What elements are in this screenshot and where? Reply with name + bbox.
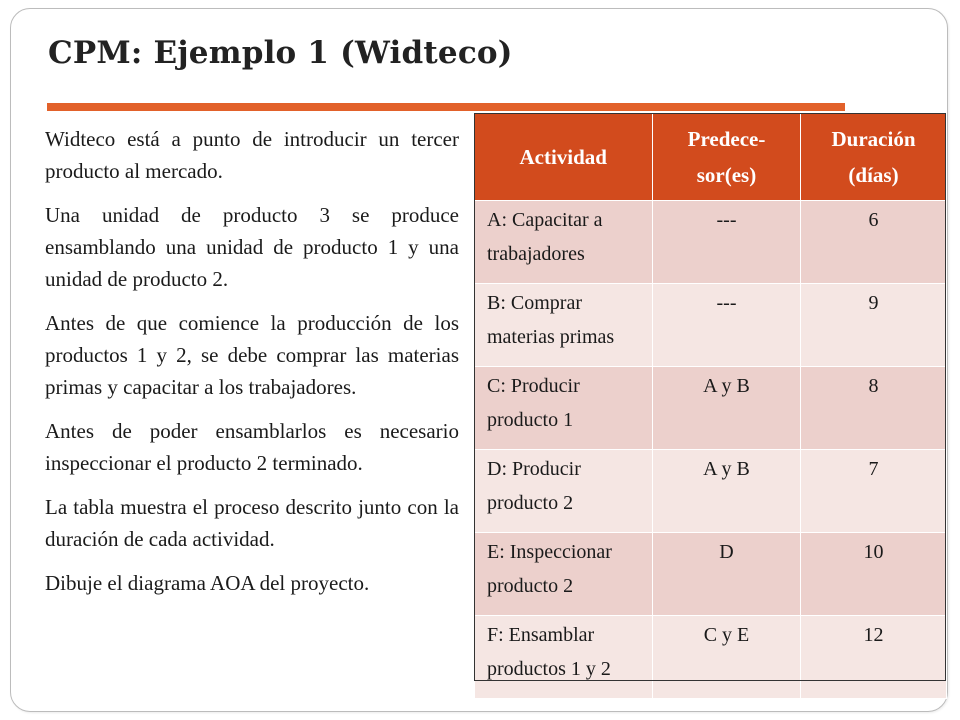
cell-predecesores: A y B	[653, 367, 801, 450]
cell-predecesores: A y B	[653, 450, 801, 533]
paragraph: Widteco está a punto de introducir un tercer producto al mercado.	[45, 127, 459, 183]
table-row	[475, 616, 947, 699]
cell-duracion: 12	[801, 616, 947, 699]
table-row	[475, 201, 947, 284]
cell-predecesores: C y E	[653, 616, 801, 699]
paragraph: Una unidad de producto 3 se produce ensamblando una unidad de producto 1 y una unidad de producto 2.	[45, 203, 459, 291]
slide	[10, 8, 948, 712]
table-row	[475, 367, 947, 450]
header-actividad: Actividad	[475, 114, 653, 201]
cell-actividad: E: Inspeccionar producto 2	[475, 533, 653, 616]
paragraph: Antes de que comience la producción de los productos 1 y 2, se debe comprar las materias primas y capacitar a los trabajadores.	[45, 311, 459, 399]
header-predecesores: Predece-sor(es)	[653, 114, 801, 201]
slide-title: CPM: Ejemplo 1 (Widteco)	[48, 35, 513, 71]
cell-actividad: A: Capacitar a trabajadores	[475, 201, 653, 284]
cell-duracion: 7	[801, 450, 947, 533]
cell-actividad: B: Comprar materias primas	[475, 284, 653, 367]
cell-duracion: 10	[801, 533, 947, 616]
cell-predecesores: ---	[653, 201, 801, 284]
body-text	[45, 123, 459, 611]
cell-predecesores: D	[653, 533, 801, 616]
cell-duracion: 6	[801, 201, 947, 284]
cell-duracion: 9	[801, 284, 947, 367]
cell-actividad: C: Producir producto 1	[475, 367, 653, 450]
title-underline	[47, 103, 845, 111]
cell-actividad: F: Ensamblar productos 1 y 2	[475, 616, 653, 699]
cell-duracion: 8	[801, 367, 947, 450]
table-row	[475, 533, 947, 616]
activity-table	[474, 113, 947, 699]
table-row	[475, 284, 947, 367]
table-row	[475, 450, 947, 533]
paragraph: Antes de poder ensamblarlos es necesario inspeccionar el producto 2 terminado.	[45, 419, 459, 475]
header-duracion: Duración (días)	[801, 114, 947, 201]
table-header-row	[475, 114, 947, 201]
activity-table-container	[474, 113, 946, 699]
cell-actividad: D: Producir producto 2	[475, 450, 653, 533]
paragraph: Dibuje el diagrama AOA del proyecto.	[45, 571, 370, 595]
cell-predecesores: ---	[653, 284, 801, 367]
paragraph: La tabla muestra el proceso descrito junto con la duración de cada actividad.	[45, 495, 459, 551]
